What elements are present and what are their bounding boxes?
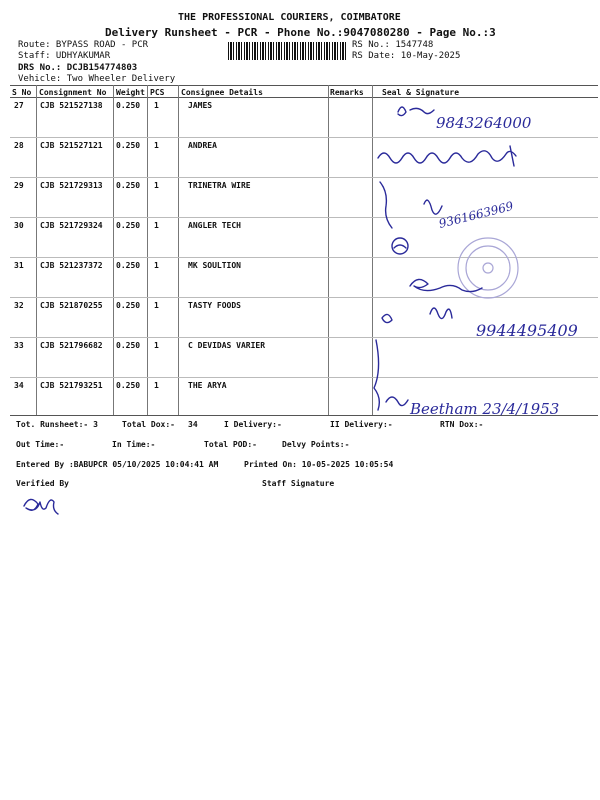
col-divider bbox=[36, 85, 37, 415]
col-header-seal-signature: Seal & Signature bbox=[382, 88, 460, 97]
table-top-border bbox=[10, 85, 598, 86]
ii-delivery: II Delivery:- bbox=[330, 420, 393, 429]
row-32-consignment: CJB 521870255 bbox=[40, 301, 103, 310]
i-delivery: I Delivery:- bbox=[224, 420, 282, 429]
runsheet-title: Delivery Runsheet - PCR - Phone No.:9047080280 - Page No.:3 bbox=[105, 26, 496, 39]
out-time: Out Time:- bbox=[16, 440, 65, 449]
col-divider bbox=[147, 85, 148, 415]
row-29-pcs: 1 bbox=[154, 181, 159, 190]
row-32-weight: 0.250 bbox=[116, 301, 141, 310]
total-pod: Total POD:- bbox=[204, 440, 257, 449]
row-34-pcs: 1 bbox=[154, 381, 159, 390]
table-header-border bbox=[10, 97, 598, 98]
handwritten-note-row-34: Beetham 23/4/1953 bbox=[410, 400, 560, 418]
row-30-consignee: ANGLER TECH bbox=[188, 221, 241, 230]
row-29-consignee: TRINETRA WIRE bbox=[188, 181, 251, 190]
staff: Staff: UDHYAKUMAR bbox=[18, 51, 111, 61]
row-28-consignment: CJB 521527121 bbox=[40, 141, 103, 150]
row-27-pcs: 1 bbox=[154, 101, 159, 110]
row-28-pcs: 1 bbox=[154, 141, 159, 150]
signature-row-31 bbox=[410, 279, 482, 291]
row-29-weight: 0.250 bbox=[116, 181, 141, 190]
row-30-pcs: 1 bbox=[154, 221, 159, 230]
row-28-sno: 28 bbox=[14, 141, 24, 150]
row-34-sno: 34 bbox=[14, 381, 24, 390]
rs-number: RS No.: 1547748 bbox=[352, 40, 434, 50]
tot-runsheet: Tot. Runsheet:- 3 bbox=[16, 420, 98, 429]
verifier-signature bbox=[24, 499, 58, 514]
row-32-pcs: 1 bbox=[154, 301, 159, 310]
company-name: THE PROFESSIONAL COURIERS, COIMBATORE bbox=[178, 12, 401, 23]
handwritten-phone-row-29: 9361663969 bbox=[437, 198, 515, 231]
row-32-sno: 32 bbox=[14, 301, 24, 310]
col-header-consignee: Consignee Details bbox=[181, 88, 263, 97]
row-30-consignment: CJB 521729324 bbox=[40, 221, 103, 230]
row-31-consignment: CJB 521237372 bbox=[40, 261, 103, 270]
row-28-consignee: ANDREA bbox=[188, 141, 217, 150]
row-28-weight: 0.250 bbox=[116, 141, 141, 150]
row-30-sno: 30 bbox=[14, 221, 24, 230]
row-29-sno: 29 bbox=[14, 181, 24, 190]
col-header-sno: S No bbox=[12, 88, 32, 97]
col-divider bbox=[178, 85, 179, 415]
row-31-pcs: 1 bbox=[154, 261, 159, 270]
verified-by: Verified By bbox=[16, 479, 69, 488]
row-33-consignment: CJB 521796682 bbox=[40, 341, 103, 350]
row-divider bbox=[10, 137, 598, 138]
row-31-sno: 31 bbox=[14, 261, 24, 270]
in-time: In Time:- bbox=[112, 440, 156, 449]
route: Route: BYPASS ROAD - PCR bbox=[18, 40, 149, 50]
rs-date: RS Date: 10-May-2025 bbox=[352, 51, 461, 61]
entered-by: Entered By :BABUPCR 05/10/2025 10:04:41 AM bbox=[16, 460, 219, 469]
col-header-pcs: PCS bbox=[150, 88, 165, 97]
row-33-pcs: 1 bbox=[154, 341, 159, 350]
row-34-consignee: THE ARYA bbox=[188, 381, 227, 390]
handwritten-phone-row-27: 9843264000 bbox=[436, 114, 532, 132]
row-31-consignee: MK SOULTION bbox=[188, 261, 241, 270]
row-divider bbox=[10, 217, 598, 218]
row-32-consignee: TASTY FOODS bbox=[188, 301, 241, 310]
signature-row-27 bbox=[398, 107, 532, 132]
rtn-dox: RTN Dox:- bbox=[440, 420, 484, 429]
row-33-sno: 33 bbox=[14, 341, 24, 350]
delvy-points: Delvy Points:- bbox=[282, 440, 350, 449]
row-33-weight: 0.250 bbox=[116, 341, 141, 350]
signature-row-32 bbox=[382, 308, 578, 340]
col-divider bbox=[372, 85, 373, 415]
vehicle: Vehicle: Two Wheeler Delivery bbox=[18, 74, 176, 84]
col-header-consignment: Consignment No bbox=[39, 88, 107, 97]
row-27-consignee: JAMES bbox=[188, 101, 213, 110]
signature-row-29 bbox=[380, 182, 515, 254]
table-bottom-border bbox=[10, 415, 598, 416]
row-29-consignment: CJB 521729313 bbox=[40, 181, 103, 190]
row-33-consignee: C DEVIDAS VARIER bbox=[188, 341, 266, 350]
row-27-sno: 27 bbox=[14, 101, 24, 110]
row-34-weight: 0.250 bbox=[116, 381, 141, 390]
row-divider bbox=[10, 297, 598, 298]
row-divider bbox=[10, 337, 598, 338]
company-stamp bbox=[458, 238, 518, 298]
col-divider bbox=[328, 85, 329, 415]
staff-signature: Staff Signature bbox=[262, 479, 335, 488]
row-divider bbox=[10, 257, 598, 258]
col-divider bbox=[113, 85, 114, 415]
printed-on: Printed On: 10-05-2025 10:05:54 bbox=[244, 460, 394, 469]
total-dox-label: Total Dox:- bbox=[122, 420, 175, 429]
ink-bracket bbox=[374, 340, 379, 410]
row-divider bbox=[10, 177, 598, 178]
signature-row-28 bbox=[378, 146, 516, 166]
total-dox-value: 34 bbox=[188, 420, 198, 429]
row-divider bbox=[10, 377, 598, 378]
handwritten-phone-row-32: 9944495409 bbox=[476, 321, 578, 340]
drs-number: DRS No.: DCJB154774803 bbox=[18, 63, 138, 73]
row-34-consignment: CJB 521793251 bbox=[40, 381, 103, 390]
row-30-weight: 0.250 bbox=[116, 221, 141, 230]
row-27-consignment: CJB 521527138 bbox=[40, 101, 103, 110]
col-header-remarks: Remarks bbox=[330, 88, 364, 97]
col-header-weight: Weight bbox=[116, 88, 145, 97]
barcode bbox=[228, 42, 346, 60]
row-31-weight: 0.250 bbox=[116, 261, 141, 270]
row-27-weight: 0.250 bbox=[116, 101, 141, 110]
